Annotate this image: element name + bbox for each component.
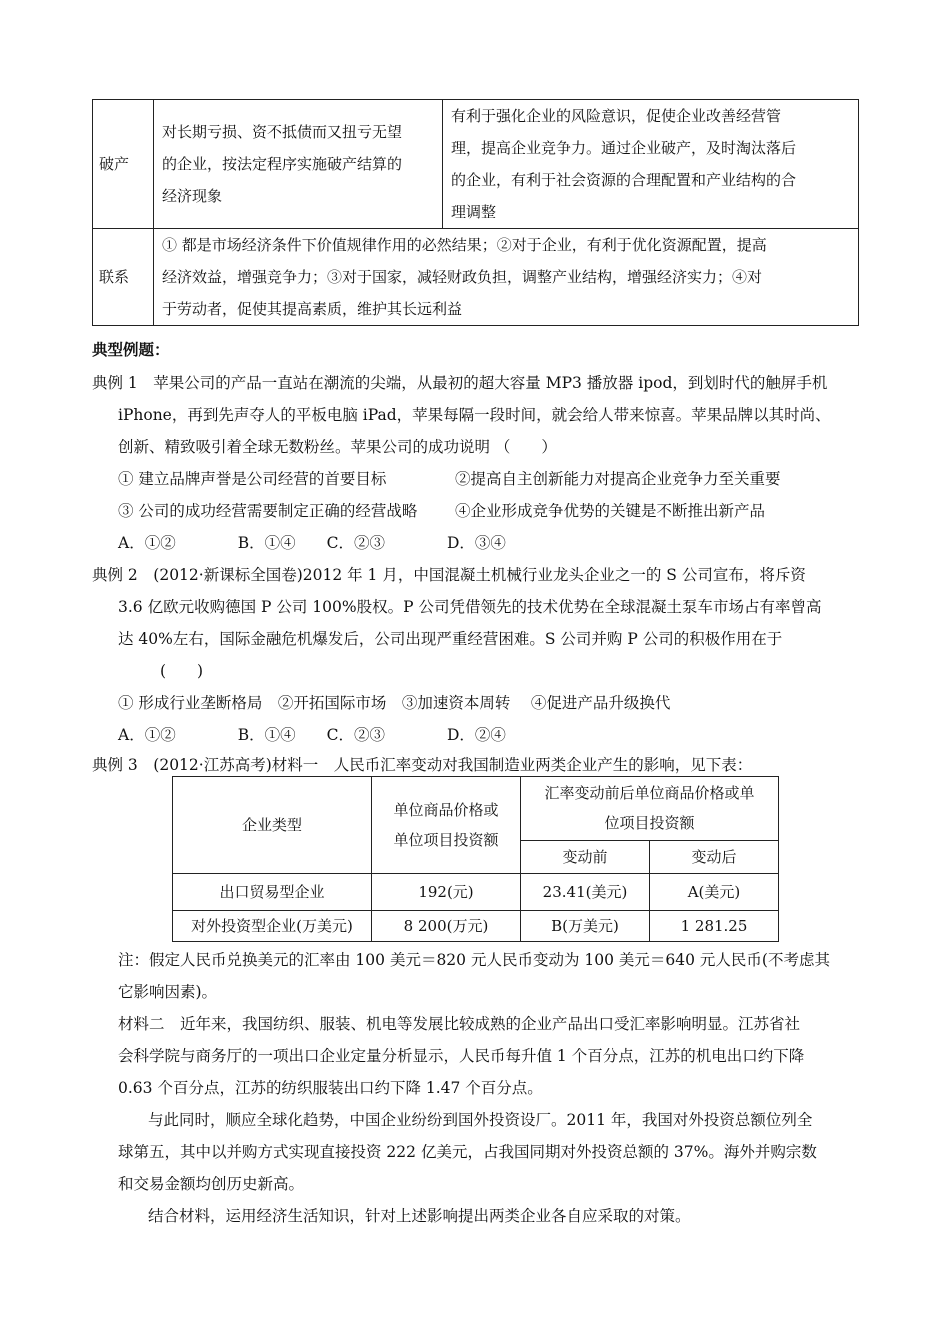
table-cell: B(万美元) <box>521 911 650 942</box>
text-line: ① 都是市场经济条件下价值规律作用的必然结果；②对于企业，有利于优化资源配置，提高 <box>162 236 767 254</box>
row-label-bankruptcy: 破产 <box>93 100 154 229</box>
example2-choices: A．①② B．①④ C．②③ D．②④ <box>118 726 506 744</box>
paragraph-line: 和交易金额均创历史新高。 <box>118 1175 305 1193</box>
text-line: 的企业，有利于社会资源的合理配置和产业结构的合 <box>451 171 797 189</box>
text-line: 有利于强化企业的风险意识，促使企业改善经营管 <box>451 107 782 125</box>
relation-content <box>154 229 859 326</box>
row-label-relation: 联系 <box>93 229 154 326</box>
table-row <box>173 777 779 841</box>
paragraph-line: 球第五，其中以并购方式实现直接投资 222 亿美元，占我国同期对外投资总额的 37%。海外并购宗数 <box>118 1143 817 1161</box>
header-after: 变动后 <box>650 840 779 873</box>
table-cell: A(美元) <box>650 874 779 911</box>
header-price <box>372 777 521 874</box>
header-change <box>521 777 779 841</box>
example1-option-4: ④企业形成竞争优势的关键是不断推出新产品 <box>455 502 766 520</box>
example1-option-3: ③ 公司的成功经营需要制定正确的经营战略 <box>118 502 418 520</box>
section-title: 典型例题： <box>92 340 170 359</box>
example1-option-2: ②提高自主创新能力对提高企业竞争力至关重要 <box>455 470 781 488</box>
material2-line: 会科学院与商务厅的一项出口企业定量分析显示，人民币每升值 1 个百分点，江苏的机电出口约下降 <box>118 1047 805 1065</box>
material2-line: 0.63 个百分点，江苏的纺织服装出口约下降 1.47 个百分点。 <box>118 1079 543 1097</box>
table-row <box>93 100 859 229</box>
example2-line: ( ) <box>160 662 204 680</box>
text-line: 汇率变动前后单位商品价格或单 <box>544 784 755 803</box>
example1-line: 创新、精致吸引着全球无数粉丝。苹果公司的成功说明 （ ） <box>118 438 557 456</box>
text-line: 经济效益，增强竞争力；③对于国家，减轻财政负担，调整产业结构，增强经济实力；④对 <box>162 268 763 286</box>
example1-choices: A．①② B．①④ C．②③ D．③④ <box>118 534 506 552</box>
example2-line: 达 40%左右，国际金融危机爆发后，公司出现严重经营困难。S 公司并购 P 公司的积极作用在于 <box>118 630 783 648</box>
text-line: 于劳动者，促使其提高素质，维护其长远利益 <box>162 300 463 318</box>
text-line: 经济现象 <box>162 187 223 205</box>
header-before: 变动前 <box>521 840 650 873</box>
example3-intro: 典例 3 (2012·江苏高考)材料一 人民币汇率变动对我国制造业两类企业产生的影响，见下表： <box>92 756 753 774</box>
text-line: 理调整 <box>451 203 497 221</box>
example1-line: iPhone，再到先声夺人的平板电脑 iPad，苹果每隔一段时间，就会给人带来惊喜。苹果品牌以其时尚、 <box>118 406 831 424</box>
text-line: 对长期亏损、资不抵债而又扭亏无望 <box>162 123 403 141</box>
question-line: 结合材料，运用经济生活知识，针对上述影响提出两类企业各自应采取的对策。 <box>148 1207 691 1225</box>
example1-line: 典例 1 苹果公司的产品一直站在潮流的尖端，从最初的超大容量 MP3 播放器 ipod，到划时代的触屏手机 <box>92 374 828 392</box>
example1-option-1: ① 建立品牌声誉是公司经营的首要目标 <box>118 470 387 488</box>
text-line: 单位商品价格或 <box>393 801 499 819</box>
text-line: 单位项目投资额 <box>393 831 499 849</box>
table-cell: 192(元) <box>372 874 521 911</box>
table-cell: 出口贸易型企业 <box>173 874 372 911</box>
table-row <box>173 874 779 911</box>
example2-line: 3.6 亿欧元收购德国 P 公司 100%股权。P 公司凭借领先的技术优势在全球混凝土泵车市场占有率曾高 <box>118 598 822 616</box>
table-row <box>93 229 859 326</box>
table-cell: 23.41(美元) <box>521 874 650 911</box>
bankruptcy-definition <box>154 100 443 229</box>
comparison-table <box>92 99 859 326</box>
text-line: 理，提高企业竞争力。通过企业破产，及时淘汰落后 <box>451 139 797 157</box>
paragraph-line: 与此同时，顺应全球化趋势，中国企业纷纷到国外投资设厂。2011 年，我国对外投资总额位列全 <box>148 1111 813 1129</box>
table-row <box>173 911 779 942</box>
text-line: 的企业，按法定程序实施破产结算的 <box>162 155 403 173</box>
note-line: 注：假定人民币兑换美元的汇率由 100 美元＝820 元人民币变动为 100 美元＝640 元人民币(不考虑其 <box>118 951 830 969</box>
table-cell: 8 200(万元) <box>372 911 521 942</box>
table-cell: 1 281.25 <box>650 911 779 942</box>
header-type: 企业类型 <box>173 777 372 874</box>
note-line: 它影响因素)。 <box>118 983 218 1001</box>
text-line: 位项目投资额 <box>604 814 695 833</box>
bankruptcy-effect <box>443 100 859 229</box>
table-cell: 对外投资型企业(万美元) <box>173 911 372 942</box>
material2-line: 材料二 近年来，我国纺织、服装、机电等发展比较成熟的企业产品出口受汇率影响明显。江苏省社 <box>118 1015 801 1033</box>
example2-line: 典例 2 (2012·新课标全国卷)2012 年 1 月，中国混凝土机械行业龙头企业之一的 S 公司宣布，将斥资 <box>92 566 806 584</box>
example2-options: ① 形成行业垄断格局 ②开拓国际市场 ③加速资本周转 ④促进产品升级换代 <box>118 694 671 712</box>
exchange-rate-table <box>172 776 779 942</box>
